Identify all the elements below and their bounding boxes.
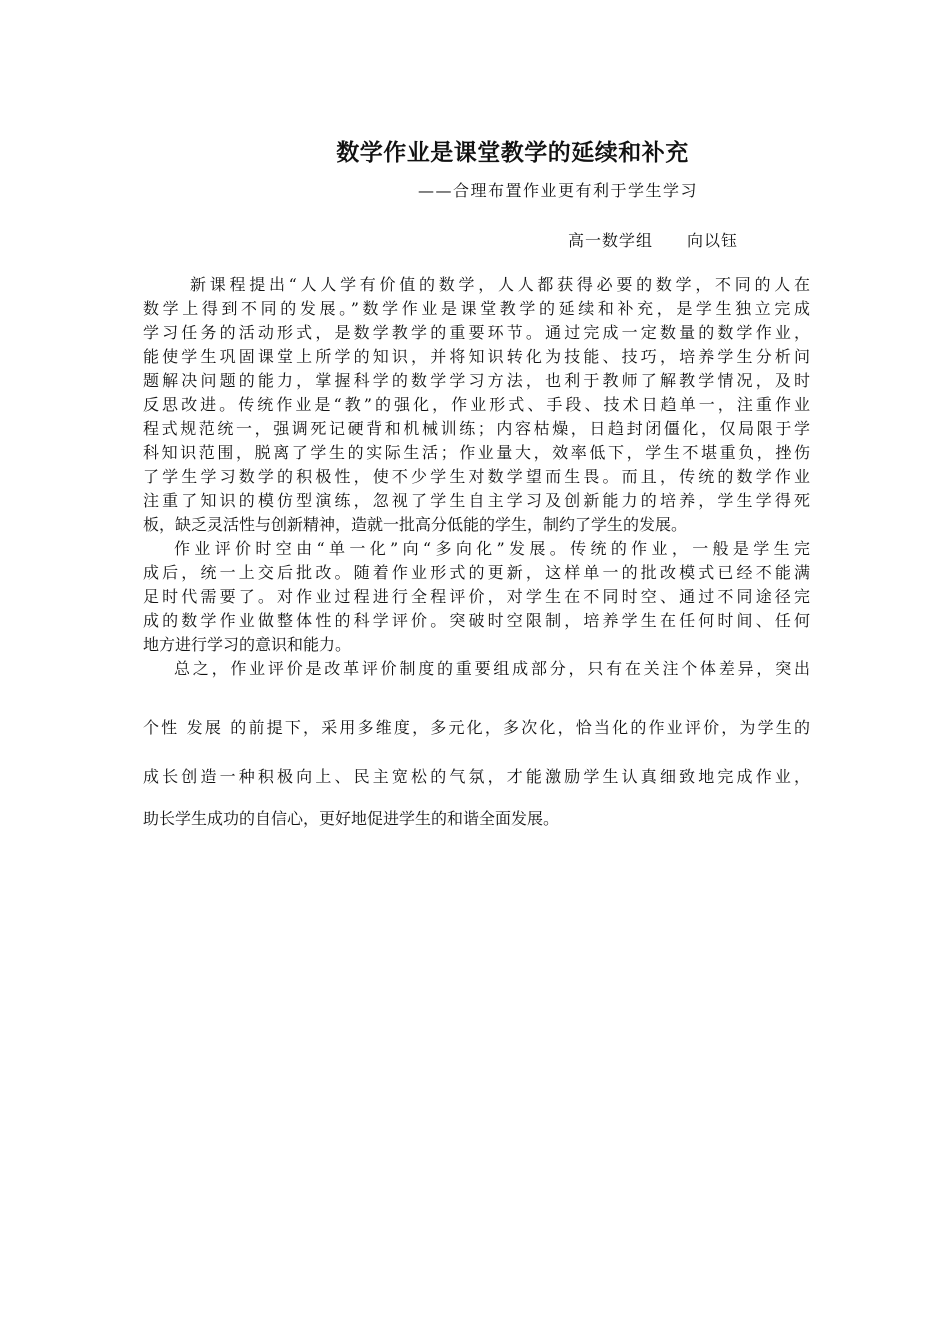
paragraph-line: 作业评价时空由“单一化”向“多向化”发展。传统的作业，一般是学生完 — [174, 539, 810, 558]
paragraph-line: 注重了知识的模仿型演练，忽视了学生自主学习及创新能力的培养，学生学得死 — [143, 491, 810, 510]
paragraph-line: 成的数学作业做整体性的科学评价。突破时空限制，培养学生在任何时间、任何 — [143, 611, 810, 630]
paragraph-line: 能使学生巩固课堂上所学的知识，并将知识转化为技能、技巧，培养学生分析问 — [143, 347, 810, 366]
paragraph-line: 学习任务的活动形式，是数学教学的重要环节。通过完成一定数量的数学作业， — [143, 323, 810, 342]
paragraph-line: 新课程提出“人人学有价值的数学，人人都获得必要的数学，不同的人在 — [190, 275, 810, 294]
paragraph-line: 板，缺乏灵活性与创新精神，造就一批高分低能的学生，制约了学生的发展。 — [143, 515, 688, 534]
paragraph-line: 成后，统一上交后批改。随着作业形式的更新，这样单一的批改模式已经不能满 — [143, 563, 810, 582]
paragraph-line: 反思改进。传统作业是“教”的强化，作业形式、手段、技术日趋单一，注重作业 — [143, 395, 810, 414]
paragraph-line: 科知识范围，脱离了学生的实际生活；作业量大，效率低下，学生不堪重负，挫伤 — [143, 443, 810, 462]
paragraph-line: 足时代需要了。对作业过程进行全程评价，对学生在不同时空、通过不同途径完 — [143, 587, 810, 606]
paragraph-line: 总之，作业评价是改革评价制度的重要组成部分，只有在关注个体差异，突出 — [174, 659, 810, 678]
paragraph-line: 助长学生成功的自信心，更好地促进学生的和谐全面发展。 — [143, 809, 560, 828]
author-line: 高一数学组 向以钰 — [568, 231, 739, 250]
paragraph-line: 个性 发展 的前提下，采用多维度，多元化，多次化，恰当化的作业评价，为学生的 — [143, 718, 810, 737]
paragraph-line: 地方进行学习的意识和能力。 — [143, 635, 352, 654]
paragraph-line: 数学上得到不同的发展。”数学作业是课堂教学的延续和补充，是学生独立完成 — [143, 299, 810, 318]
paragraph-line: 题解决问题的能力，掌握科学的数学学习方法，也利于教师了解教学情况，及时 — [143, 371, 810, 390]
document-title: 数学作业是课堂教学的延续和补充 — [336, 140, 689, 166]
paragraph-line: 程式规范统一，强调死记硬背和机械训练；内容枯燥，日趋封闭僵化，仅局限于学 — [143, 419, 810, 438]
paragraph-line: 了学生学习数学的积极性，使不少学生对数学望而生畏。而且，传统的数学作业 — [143, 467, 810, 486]
document-subtitle: ——合理布置作业更有利于学生学习 — [418, 181, 699, 200]
paragraph-line: 成长创造一种积极向上、民主宽松的气氛，才能激励学生认真细致地完成作业， — [143, 767, 810, 786]
